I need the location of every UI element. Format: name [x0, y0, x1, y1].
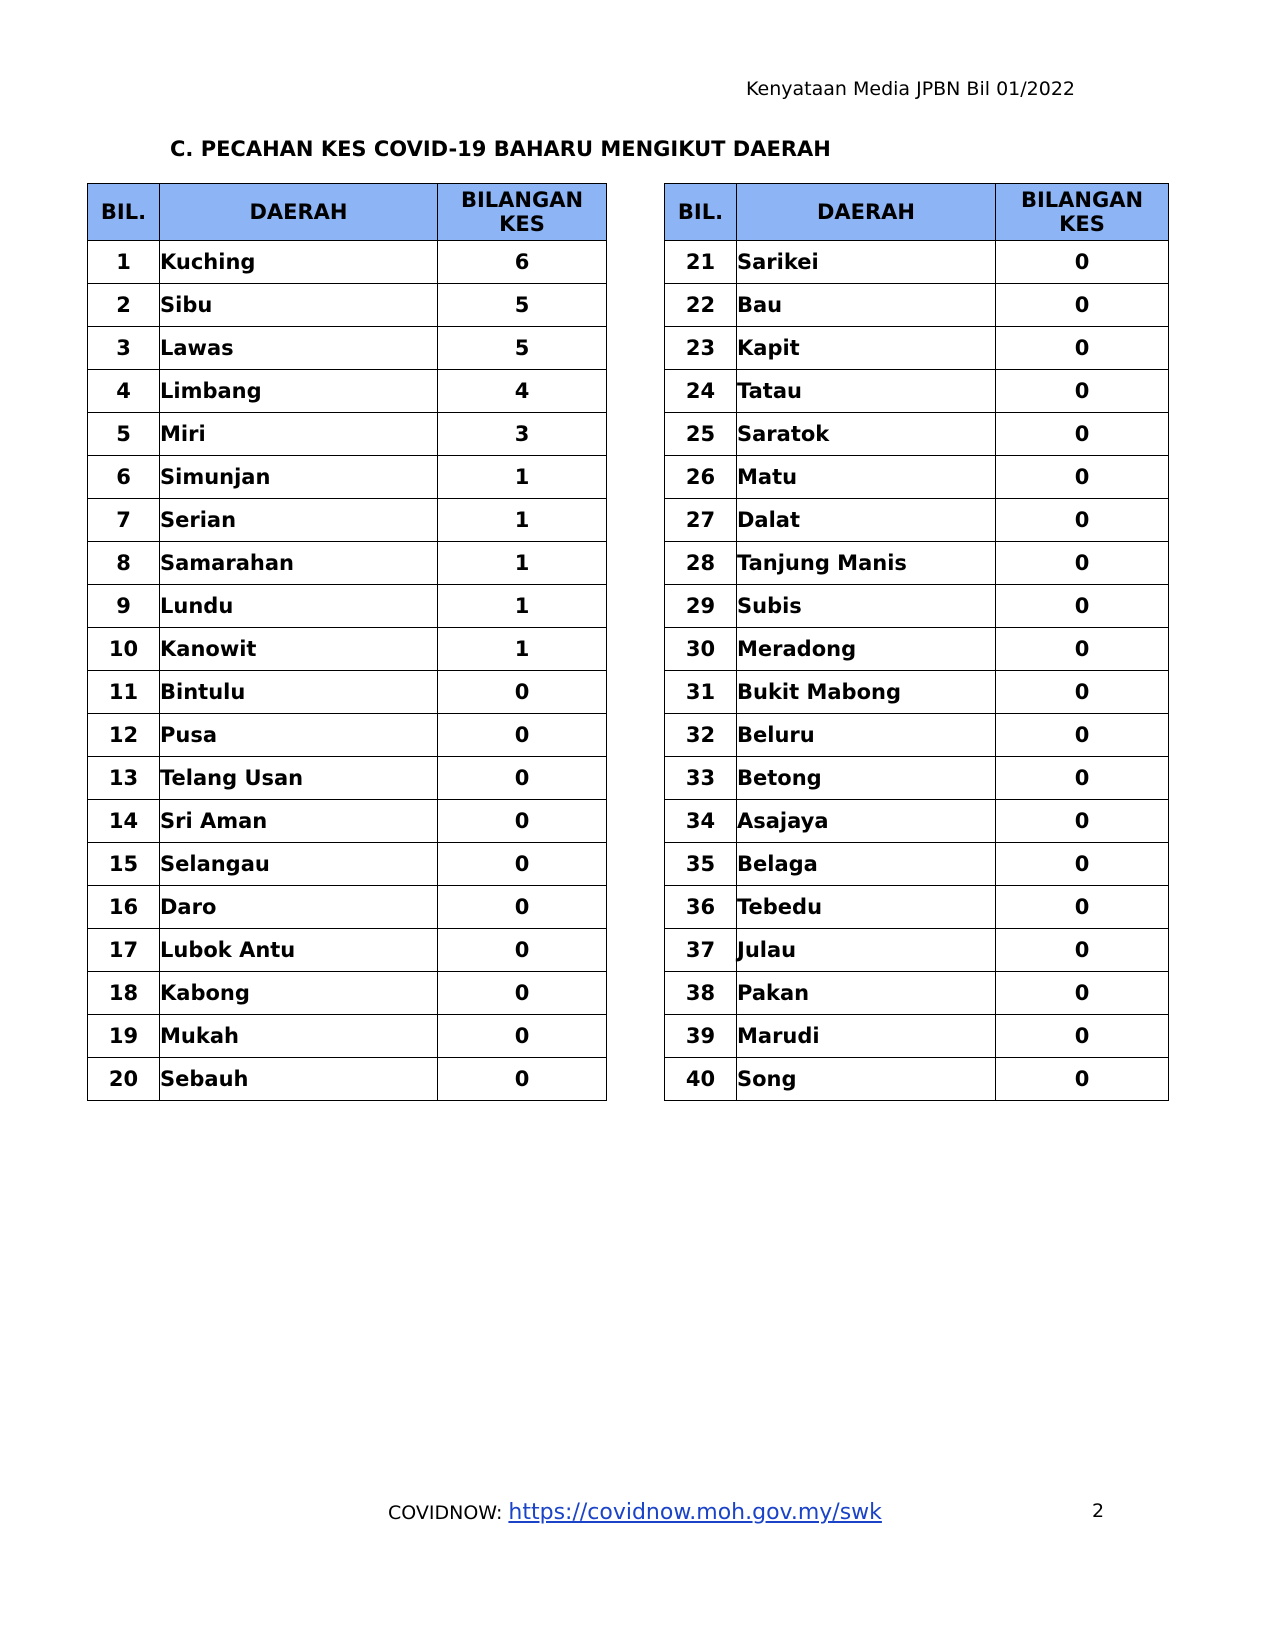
cell-bilangan-kes: 0	[996, 628, 1169, 671]
cell-daerah: Saratok	[737, 413, 996, 456]
cell-bilangan-kes: 1	[438, 542, 607, 585]
footer-label: COVIDNOW:	[388, 1502, 509, 1524]
cell-bilangan-kes: 1	[438, 456, 607, 499]
cell-daerah: Pusa	[160, 714, 438, 757]
table-row	[88, 714, 607, 757]
cell-bilangan-kes: 0	[996, 886, 1169, 929]
cell-daerah: Sibu	[160, 284, 438, 327]
cell-bil: 10	[88, 628, 160, 671]
cell-bilangan-kes: 0	[996, 284, 1169, 327]
cell-bilangan-kes: 0	[996, 585, 1169, 628]
cell-bilangan-kes: 0	[996, 843, 1169, 886]
cell-bilangan-kes: 1	[438, 585, 607, 628]
cell-daerah: Bintulu	[160, 671, 438, 714]
cell-daerah: Lubok Antu	[160, 929, 438, 972]
cell-bil: 40	[665, 1058, 737, 1101]
table-row	[665, 327, 1169, 370]
cell-bil: 32	[665, 714, 737, 757]
cell-bilangan-kes: 1	[438, 628, 607, 671]
cell-bilangan-kes: 0	[438, 972, 607, 1015]
column-header-kes-line1: BILANGAN	[460, 188, 584, 212]
table-row	[88, 1015, 607, 1058]
cell-bilangan-kes: 0	[438, 757, 607, 800]
column-header-kes-line1: BILANGAN	[1020, 188, 1144, 212]
cell-bil: 37	[665, 929, 737, 972]
table-row	[88, 413, 607, 456]
cell-daerah: Tatau	[737, 370, 996, 413]
cell-bilangan-kes: 3	[438, 413, 607, 456]
column-header-daerah: DAERAH	[160, 184, 438, 241]
cell-daerah: Tanjung Manis	[737, 542, 996, 585]
cell-bil: 31	[665, 671, 737, 714]
cell-daerah: Subis	[737, 585, 996, 628]
cell-bilangan-kes: 0	[438, 929, 607, 972]
column-header-bil: BIL.	[665, 184, 737, 241]
cell-daerah: Kapit	[737, 327, 996, 370]
cell-bilangan-kes: 0	[996, 1058, 1169, 1101]
cell-bil: 35	[665, 843, 737, 886]
cell-daerah: Lawas	[160, 327, 438, 370]
table-header-row	[88, 184, 607, 241]
table-row	[665, 628, 1169, 671]
cell-bilangan-kes: 5	[438, 327, 607, 370]
cell-bil: 12	[88, 714, 160, 757]
cell-bilangan-kes: 0	[996, 413, 1169, 456]
table-row	[665, 370, 1169, 413]
cell-bil: 23	[665, 327, 737, 370]
cell-bil: 22	[665, 284, 737, 327]
table-row	[88, 929, 607, 972]
cell-bil: 1	[88, 241, 160, 284]
cell-daerah: Sarikei	[737, 241, 996, 284]
cell-bil: 38	[665, 972, 737, 1015]
cell-daerah: Telang Usan	[160, 757, 438, 800]
column-header-bilangan-kes	[996, 184, 1169, 241]
table-row	[665, 1015, 1169, 1058]
cell-bil: 18	[88, 972, 160, 1015]
cell-bilangan-kes: 0	[996, 1015, 1169, 1058]
cell-daerah: Betong	[737, 757, 996, 800]
table-row	[88, 671, 607, 714]
table-row	[665, 972, 1169, 1015]
cell-bilangan-kes: 6	[438, 241, 607, 284]
cell-bil: 30	[665, 628, 737, 671]
table-row	[665, 542, 1169, 585]
table-row	[665, 886, 1169, 929]
cell-bilangan-kes: 0	[438, 714, 607, 757]
cell-bilangan-kes: 0	[996, 456, 1169, 499]
table-row	[665, 499, 1169, 542]
cell-bilangan-kes: 0	[996, 370, 1169, 413]
cell-bil: 16	[88, 886, 160, 929]
cell-daerah: Miri	[160, 413, 438, 456]
table-row	[88, 628, 607, 671]
column-header-daerah: DAERAH	[737, 184, 996, 241]
cell-bilangan-kes: 0	[438, 671, 607, 714]
table-row	[665, 241, 1169, 284]
cell-bilangan-kes: 0	[996, 671, 1169, 714]
cell-bil: 3	[88, 327, 160, 370]
cell-bilangan-kes: 0	[996, 499, 1169, 542]
table-row	[665, 929, 1169, 972]
cell-daerah: Meradong	[737, 628, 996, 671]
cell-bil: 6	[88, 456, 160, 499]
footer	[388, 1500, 882, 1525]
table-row	[88, 542, 607, 585]
table-row	[665, 671, 1169, 714]
table-row	[665, 284, 1169, 327]
column-header-bil: BIL.	[88, 184, 160, 241]
cell-daerah: Mukah	[160, 1015, 438, 1058]
cell-daerah: Sri Aman	[160, 800, 438, 843]
table-row	[665, 714, 1169, 757]
table-row	[88, 757, 607, 800]
cell-bil: 11	[88, 671, 160, 714]
cell-bil: 2	[88, 284, 160, 327]
table-row	[88, 972, 607, 1015]
cell-daerah: Asajaya	[737, 800, 996, 843]
cell-bilangan-kes: 0	[438, 800, 607, 843]
cell-bilangan-kes: 0	[996, 800, 1169, 843]
cell-bilangan-kes: 4	[438, 370, 607, 413]
cell-daerah: Matu	[737, 456, 996, 499]
table-row	[88, 456, 607, 499]
column-header-kes-line2: KES	[1059, 212, 1105, 236]
cell-daerah: Julau	[737, 929, 996, 972]
cell-daerah: Samarahan	[160, 542, 438, 585]
column-header-bilangan-kes	[438, 184, 607, 241]
cell-bilangan-kes: 0	[996, 972, 1169, 1015]
cell-bilangan-kes: 0	[996, 241, 1169, 284]
table-row	[88, 327, 607, 370]
cell-bilangan-kes: 5	[438, 284, 607, 327]
table-row	[665, 757, 1169, 800]
cell-daerah: Selangau	[160, 843, 438, 886]
cell-daerah: Daro	[160, 886, 438, 929]
cell-bil: 21	[665, 241, 737, 284]
table-row	[88, 284, 607, 327]
cell-bilangan-kes: 0	[996, 714, 1169, 757]
page-number: 2	[1092, 1500, 1105, 1522]
cell-daerah: Belaga	[737, 843, 996, 886]
cell-bil: 34	[665, 800, 737, 843]
cell-bil: 4	[88, 370, 160, 413]
table-row	[665, 585, 1169, 628]
table-row	[88, 241, 607, 284]
cell-bil: 26	[665, 456, 737, 499]
column-header-kes-line2: KES	[499, 212, 545, 236]
section-title: C. PECAHAN KES COVID-19 BAHARU MENGIKUT DAERAH	[170, 137, 831, 161]
cell-bil: 27	[665, 499, 737, 542]
table-row	[665, 1058, 1169, 1101]
district-table-right	[664, 183, 1169, 1101]
cell-daerah: Song	[737, 1058, 996, 1101]
table-row	[665, 413, 1169, 456]
table-row	[665, 456, 1169, 499]
cell-bil: 24	[665, 370, 737, 413]
cell-daerah: Bau	[737, 284, 996, 327]
cell-bil: 9	[88, 585, 160, 628]
cell-bilangan-kes: 0	[996, 929, 1169, 972]
cell-bil: 8	[88, 542, 160, 585]
table-row	[88, 843, 607, 886]
cell-bil: 20	[88, 1058, 160, 1101]
table-row	[88, 1058, 607, 1101]
cell-bil: 25	[665, 413, 737, 456]
table-row	[88, 886, 607, 929]
cell-daerah: Bukit Mabong	[737, 671, 996, 714]
cell-bilangan-kes: 0	[438, 1058, 607, 1101]
cell-daerah: Serian	[160, 499, 438, 542]
cell-daerah: Kabong	[160, 972, 438, 1015]
table-row	[88, 370, 607, 413]
cell-daerah: Beluru	[737, 714, 996, 757]
cell-daerah: Kanowit	[160, 628, 438, 671]
cell-bilangan-kes: 0	[996, 327, 1169, 370]
cell-daerah: Marudi	[737, 1015, 996, 1058]
table-row	[665, 843, 1169, 886]
cell-daerah: Simunjan	[160, 456, 438, 499]
cell-bilangan-kes: 0	[996, 757, 1169, 800]
table-row	[88, 585, 607, 628]
cell-daerah: Tebedu	[737, 886, 996, 929]
cell-bil: 19	[88, 1015, 160, 1058]
table-row	[665, 800, 1169, 843]
cell-daerah: Kuching	[160, 241, 438, 284]
cell-daerah: Pakan	[737, 972, 996, 1015]
table-row	[88, 800, 607, 843]
cell-bil: 14	[88, 800, 160, 843]
table-row	[88, 499, 607, 542]
cell-bil: 13	[88, 757, 160, 800]
cell-bil: 39	[665, 1015, 737, 1058]
cell-daerah: Dalat	[737, 499, 996, 542]
cell-daerah: Lundu	[160, 585, 438, 628]
table-header-row	[665, 184, 1169, 241]
covidnow-link[interactable]: https://covidnow.moh.gov.my/swk	[508, 1500, 882, 1525]
district-table-left	[87, 183, 607, 1101]
cell-bil: 15	[88, 843, 160, 886]
cell-bil: 28	[665, 542, 737, 585]
cell-daerah: Limbang	[160, 370, 438, 413]
cell-bil: 7	[88, 499, 160, 542]
cell-bilangan-kes: 1	[438, 499, 607, 542]
cell-bilangan-kes: 0	[996, 542, 1169, 585]
cell-daerah: Sebauh	[160, 1058, 438, 1101]
cell-bil: 5	[88, 413, 160, 456]
cell-bil: 17	[88, 929, 160, 972]
document-reference: Kenyataan Media JPBN Bil 01/2022	[746, 78, 1075, 100]
cell-bil: 33	[665, 757, 737, 800]
cell-bilangan-kes: 0	[438, 886, 607, 929]
cell-bil: 36	[665, 886, 737, 929]
cell-bil: 29	[665, 585, 737, 628]
cell-bilangan-kes: 0	[438, 843, 607, 886]
cell-bilangan-kes: 0	[438, 1015, 607, 1058]
